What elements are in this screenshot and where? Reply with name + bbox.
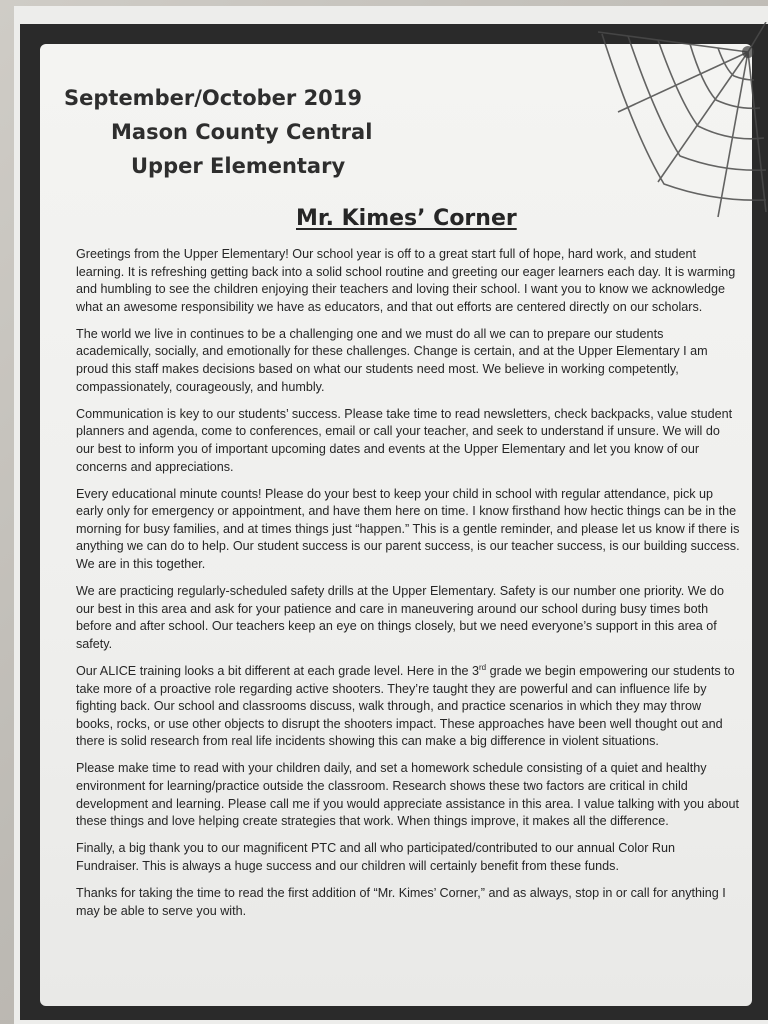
spider-web-decoration	[598, 22, 768, 222]
paragraph-alice	[76, 663, 740, 751]
paragraph-attendance: Every educational minute counts! Please do your best to keep your child in school with regular attendance, pick up early only for emergency or appointment, and have them here on time. I know firsthand how hectic things can be in the morning for busy families, and at times things just “happen.” This is a gentle reminder, and please let us know if there is anything we can do to help. Our student success is our parent success, is our teacher success, is our building success. We are in this together.	[76, 486, 740, 571]
article-title: Mr. Kimes’ Corner	[296, 206, 517, 231]
paragraph-safety: We are practicing regularly-scheduled safety drills at the Upper Elementary. Safety is our number one priority. We do our best in this area and ask for your patience and care in maneuvering around our school during busy times both before and after school. Our teachers keep an eye on things closely, but we need everyone’s support in this area of safety.	[76, 584, 724, 651]
paragraph-reading: Please make time to read with your children daily, and set a homework schedule consisting of a quiet and healthy environment for learning/practice outside the classroom. Research shows these two factors are critical in child development and learning. Please call me if you would appreciate assistance in this area. I value talking with you about these things and love helping create strategies that work. When things improve, it makes all the difference.	[76, 761, 739, 829]
header-school: Mason County Central	[111, 120, 373, 144]
ordinal-superscript: rd	[479, 662, 487, 672]
paragraph-world: The world we live in continues to be a challenging one and we must do all we can to prepare our students academically, socially, and emotionally for these challenges. Change is certain, and at the Upper Elementary I am proud this staff makes decisions based on what our students need most. We believe in working competently, compassionately, courageously, and humbly.	[76, 326, 708, 394]
article-body	[76, 246, 740, 930]
paragraph-communication: Communication is key to our students’ success. Please take time to read newsletters, check backpacks, value student planners and agenda, come to conferences, email or call your teacher, and seek to understand if unsure. We will do our best to inform you of important upcoming dates and events at the Upper Elementary and let you know of our concerns and appreciations.	[76, 406, 733, 474]
paragraph-closing: Thanks for taking the time to read the first addition of “Mr. Kimes’ Corner,” and as always, stop in or call for anything I may be able to serve you with.	[76, 886, 726, 918]
paragraph-greeting: Greetings from the Upper Elementary! Our school year is off to a great start full of hope, hard work, and student learning. It is refreshing getting back into a solid school routine and greeting our eager learners each day. It is warming and humbling to see the children enjoying their teachers and loving their school. I want you to know we acknowledge what an awesome responsibility we have as educators, and that out efforts are centered directly on our scholars.	[76, 247, 736, 314]
alice-text-start: Our ALICE training looks a bit different at each grade level. Here in the 3	[76, 663, 479, 678]
paragraph-thanks-ptc: Finally, a big thank you to our magnificent PTC and all who participated/contributed to our annual Color Run Fundraiser. This is always a huge success and our children will certainly benefit from these funds.	[76, 841, 676, 873]
header-building: Upper Elementary	[131, 154, 346, 178]
alice-text-end: grade we begin empowering our students to take more of a proactive role regarding active shooters. They’re taught they are powerful and can influence life by fighting back. Our school and classrooms discuss, walk through, and practice scenarios in which they may throw books, rocks, or use other objects to disrupt the shooters impact. These approaches have been well thought out and there is solid research from real life incidents showing this can make a big difference in violent situations.	[76, 663, 735, 749]
header-date: September/October 2019	[64, 86, 363, 110]
